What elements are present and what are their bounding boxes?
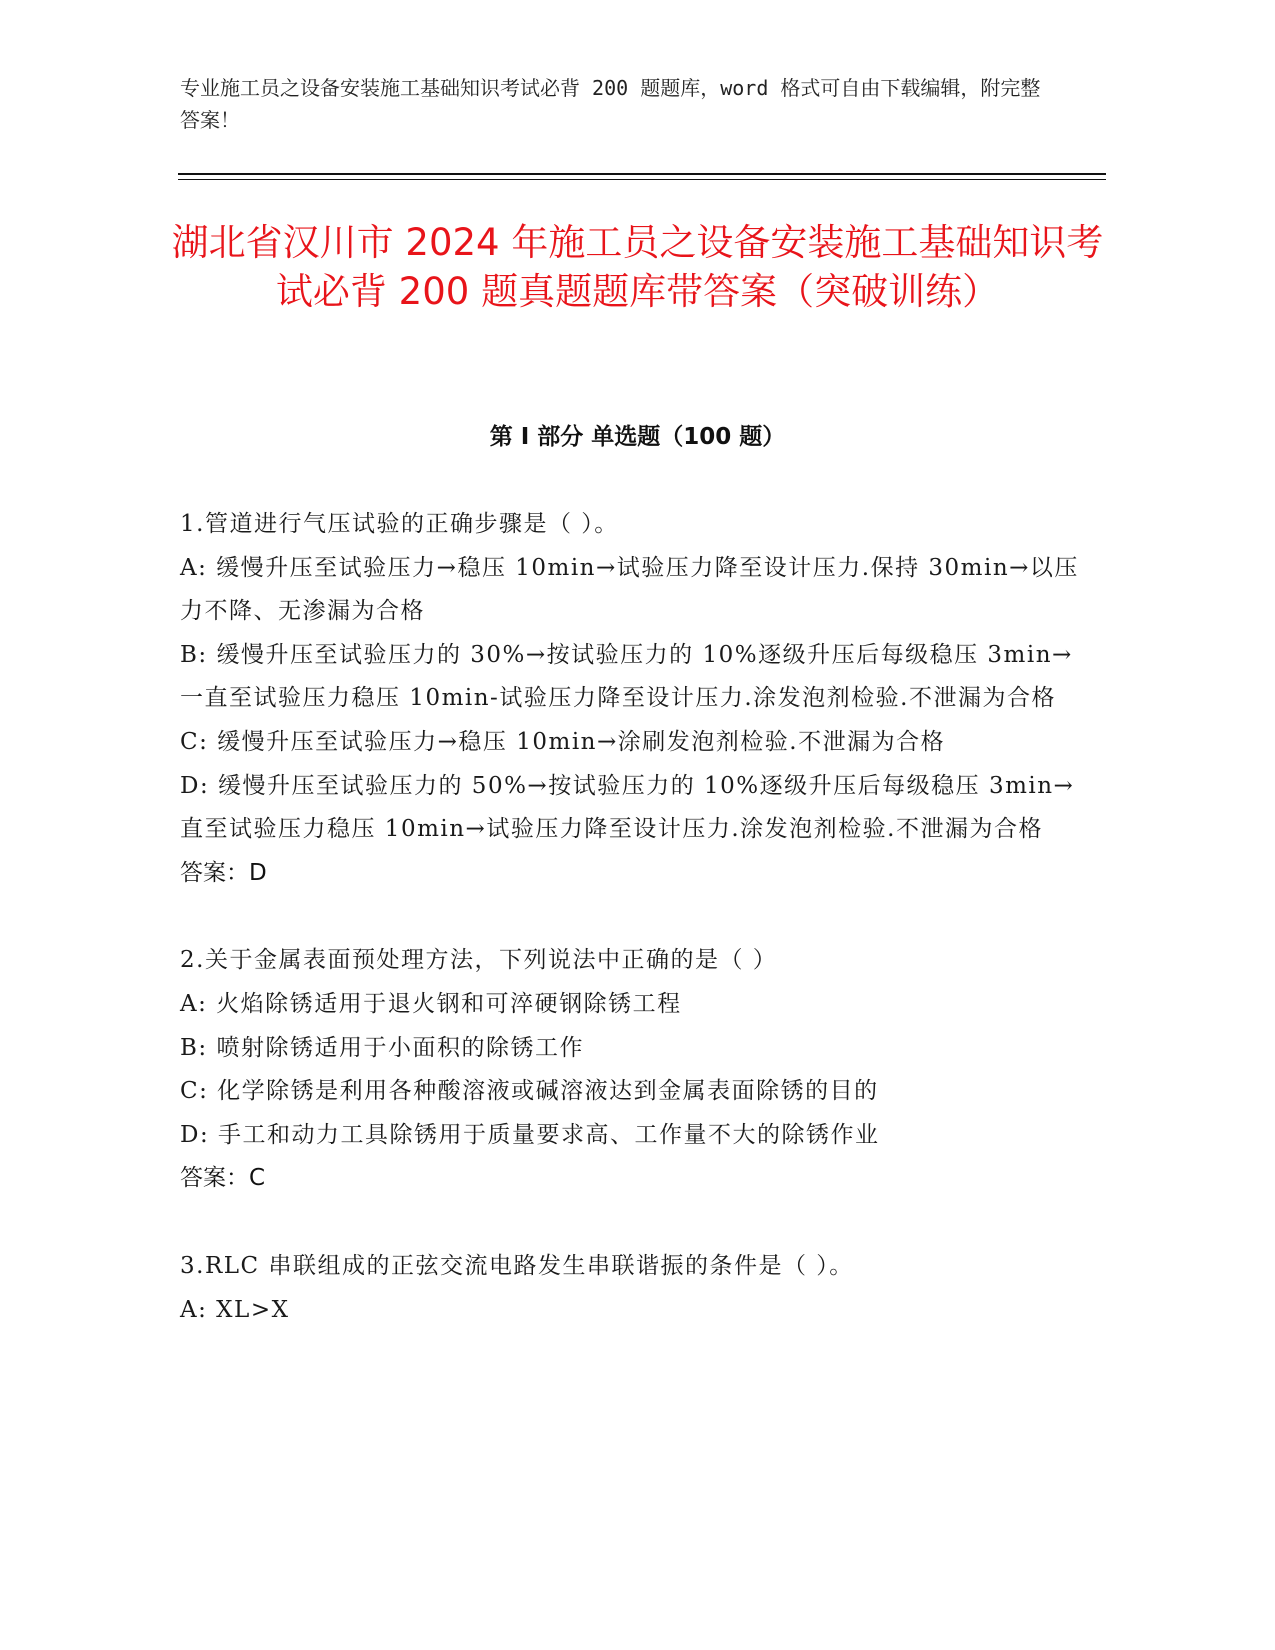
answer: 答案：D	[180, 859, 267, 886]
option-c: C: 化学除锈是利用各种酸溶液或碱溶液达到金属表面除锈的目的	[180, 1078, 879, 1105]
answer: 答案：C	[180, 1165, 266, 1192]
option-d: D: 手工和动力工具除锈用于质量要求高、工作量不大的除锈作业	[180, 1121, 880, 1148]
document-title: 湖北省汉川市 2024 年施工员之设备安装施工基础知识考试必背 200 题真题题库带答案（突破训练）	[171, 221, 1104, 313]
header-note: 专业施工员之设备安装施工基础知识考试必背 200 题题库，word 格式可自由下载编辑，附完整答案！	[180, 76, 1041, 132]
question-stem: 3.RLC 串联组成的正弦交流电路发生串联谐振的条件是（ ）。	[180, 1252, 854, 1279]
option-c: C: 缓慢升压至试验压力→稳压 10min→涂刷发泡剂检验.不泄漏为合格	[180, 728, 946, 755]
question-stem: 2.关于金属表面预处理方法，下列说法中正确的是（ ）	[180, 947, 778, 974]
option-b: B: 喷射除锈适用于小面积的除锈工作	[180, 1034, 584, 1061]
question-2	[180, 939, 1080, 1201]
section-heading: 第 I 部分 单选题（100 题）	[489, 424, 786, 450]
question-3	[180, 1245, 1080, 1332]
option-d: D: 缓慢升压至试验压力的 50%→按试验压力的 10%逐级升压后每级稳压 3min→直至试验压力稳压 10min→试验压力降至设计压力.涂发泡剂检验.不泄漏为合格	[180, 772, 1075, 843]
option-b: B: 缓慢升压至试验压力的 30%→按试验压力的 10%逐级升压后每级稳压 3min→一直至试验压力稳压 10min-试验压力降至设计压力.涂发泡剂检验.不泄漏为合格	[180, 641, 1073, 712]
option-a: A: 缓慢升压至试验压力→稳压 10min→试验压力降至设计压力.保持 30min→以压力不降、无渗漏为合格	[180, 554, 1079, 625]
question-stem: 1.管道进行气压试验的正确步骤是（ ）。	[180, 511, 619, 537]
header-divider-thin	[178, 179, 1106, 180]
option-a: A: XL>X	[180, 1296, 290, 1323]
option-a: A: 火焰除锈适用于退火钢和可淬硬钢除锈工程	[180, 990, 682, 1017]
header-divider-thick	[178, 173, 1106, 175]
question-list	[180, 503, 1080, 1376]
question-1	[180, 503, 1080, 895]
